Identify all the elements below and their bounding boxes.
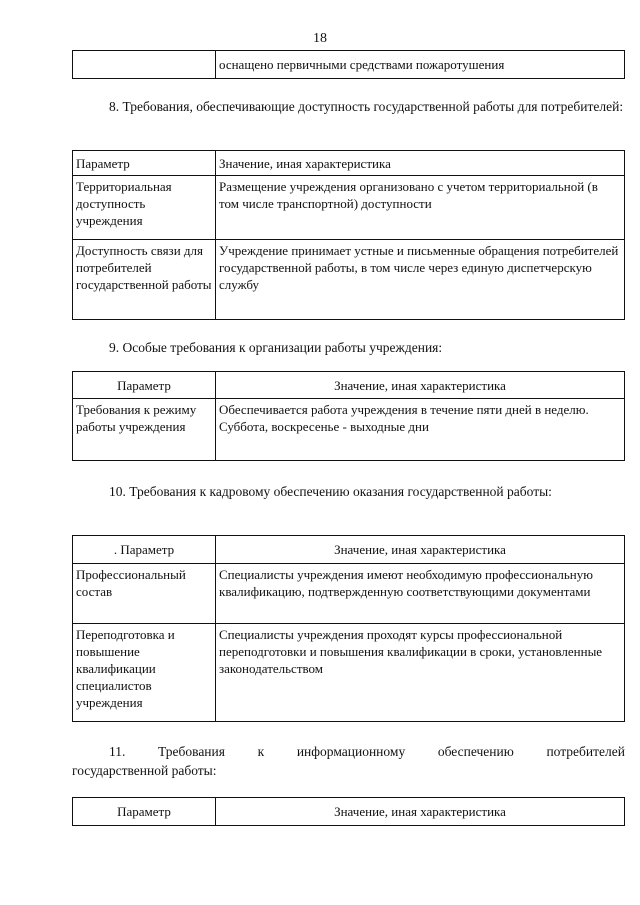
table-header-row bbox=[73, 536, 625, 564]
table-header-row bbox=[73, 372, 625, 399]
value-cell: Обеспечивается работа учреждения в течение пяти дней в неделю. Суббота, воскресенье - выходные дни bbox=[216, 399, 625, 461]
table-header-row bbox=[73, 151, 625, 176]
table-row bbox=[73, 240, 625, 320]
value-cell: Учреждение принимает устные и письменные обращения потребителей государственной работы, в том числе через единую диспетчерскую службу bbox=[216, 240, 625, 320]
table-row bbox=[73, 624, 625, 722]
header-value: Значение, иная характеристика bbox=[216, 151, 625, 176]
section-10-heading: 10. Требования к кадровому обеспечению оказания государственной работы: bbox=[109, 484, 552, 499]
header-param: Параметр bbox=[73, 372, 216, 399]
page-number: 18 bbox=[313, 31, 327, 46]
header-value: Значение, иная характеристика bbox=[216, 798, 625, 826]
value-cell: Размещение учреждения организовано с учетом территориальной (в том числе транспортной) доступности bbox=[216, 176, 625, 240]
continuation-table bbox=[72, 50, 625, 79]
section-8-table bbox=[72, 150, 625, 320]
param-cell: Профессиональный состав bbox=[73, 564, 216, 624]
table-row bbox=[73, 399, 625, 461]
header-param: Параметр bbox=[73, 798, 216, 826]
section-11-table bbox=[72, 797, 625, 826]
header-value: Значение, иная характеристика bbox=[216, 536, 625, 564]
table-row bbox=[73, 51, 625, 79]
param-cell: Переподготовка и повышение квалификации специалистов учреждения bbox=[73, 624, 216, 722]
table-row bbox=[73, 176, 625, 240]
param-cell: Требования к режиму работы учреждения bbox=[73, 399, 216, 461]
section-8-heading: 8. Требования, обеспечивающие доступность государственной работы для потребителей: bbox=[109, 99, 624, 114]
value-cell: Специалисты учреждения проходят курсы профессиональной переподготовки и повышения квалификации в сроки, установленные законодательством bbox=[216, 624, 625, 722]
table-row bbox=[73, 564, 625, 624]
header-value: Значение, иная характеристика bbox=[216, 372, 625, 399]
param-cell bbox=[73, 51, 216, 79]
section-9-table bbox=[72, 371, 625, 461]
section-9-heading: 9. Особые требования к организации работы учреждения: bbox=[109, 340, 443, 355]
section-10-table bbox=[72, 535, 625, 722]
header-param: Параметр bbox=[73, 151, 216, 176]
section-11-heading-line2: государственной работы: bbox=[72, 763, 217, 778]
param-cell: Доступность связи для потребителей государственной работы bbox=[73, 240, 216, 320]
section-11-heading-line1: 11. Требования к информационному обеспечению потребителей bbox=[109, 744, 625, 759]
header-param: . Параметр bbox=[73, 536, 216, 564]
table-header-row bbox=[73, 798, 625, 826]
value-cell: оснащено первичными средствами пожаротушения bbox=[216, 51, 625, 79]
value-cell: Специалисты учреждения имеют необходимую профессиональную квалификацию, подтвержденную соответствующими документами bbox=[216, 564, 625, 624]
param-cell: Территориальная доступность учреждения bbox=[73, 176, 216, 240]
